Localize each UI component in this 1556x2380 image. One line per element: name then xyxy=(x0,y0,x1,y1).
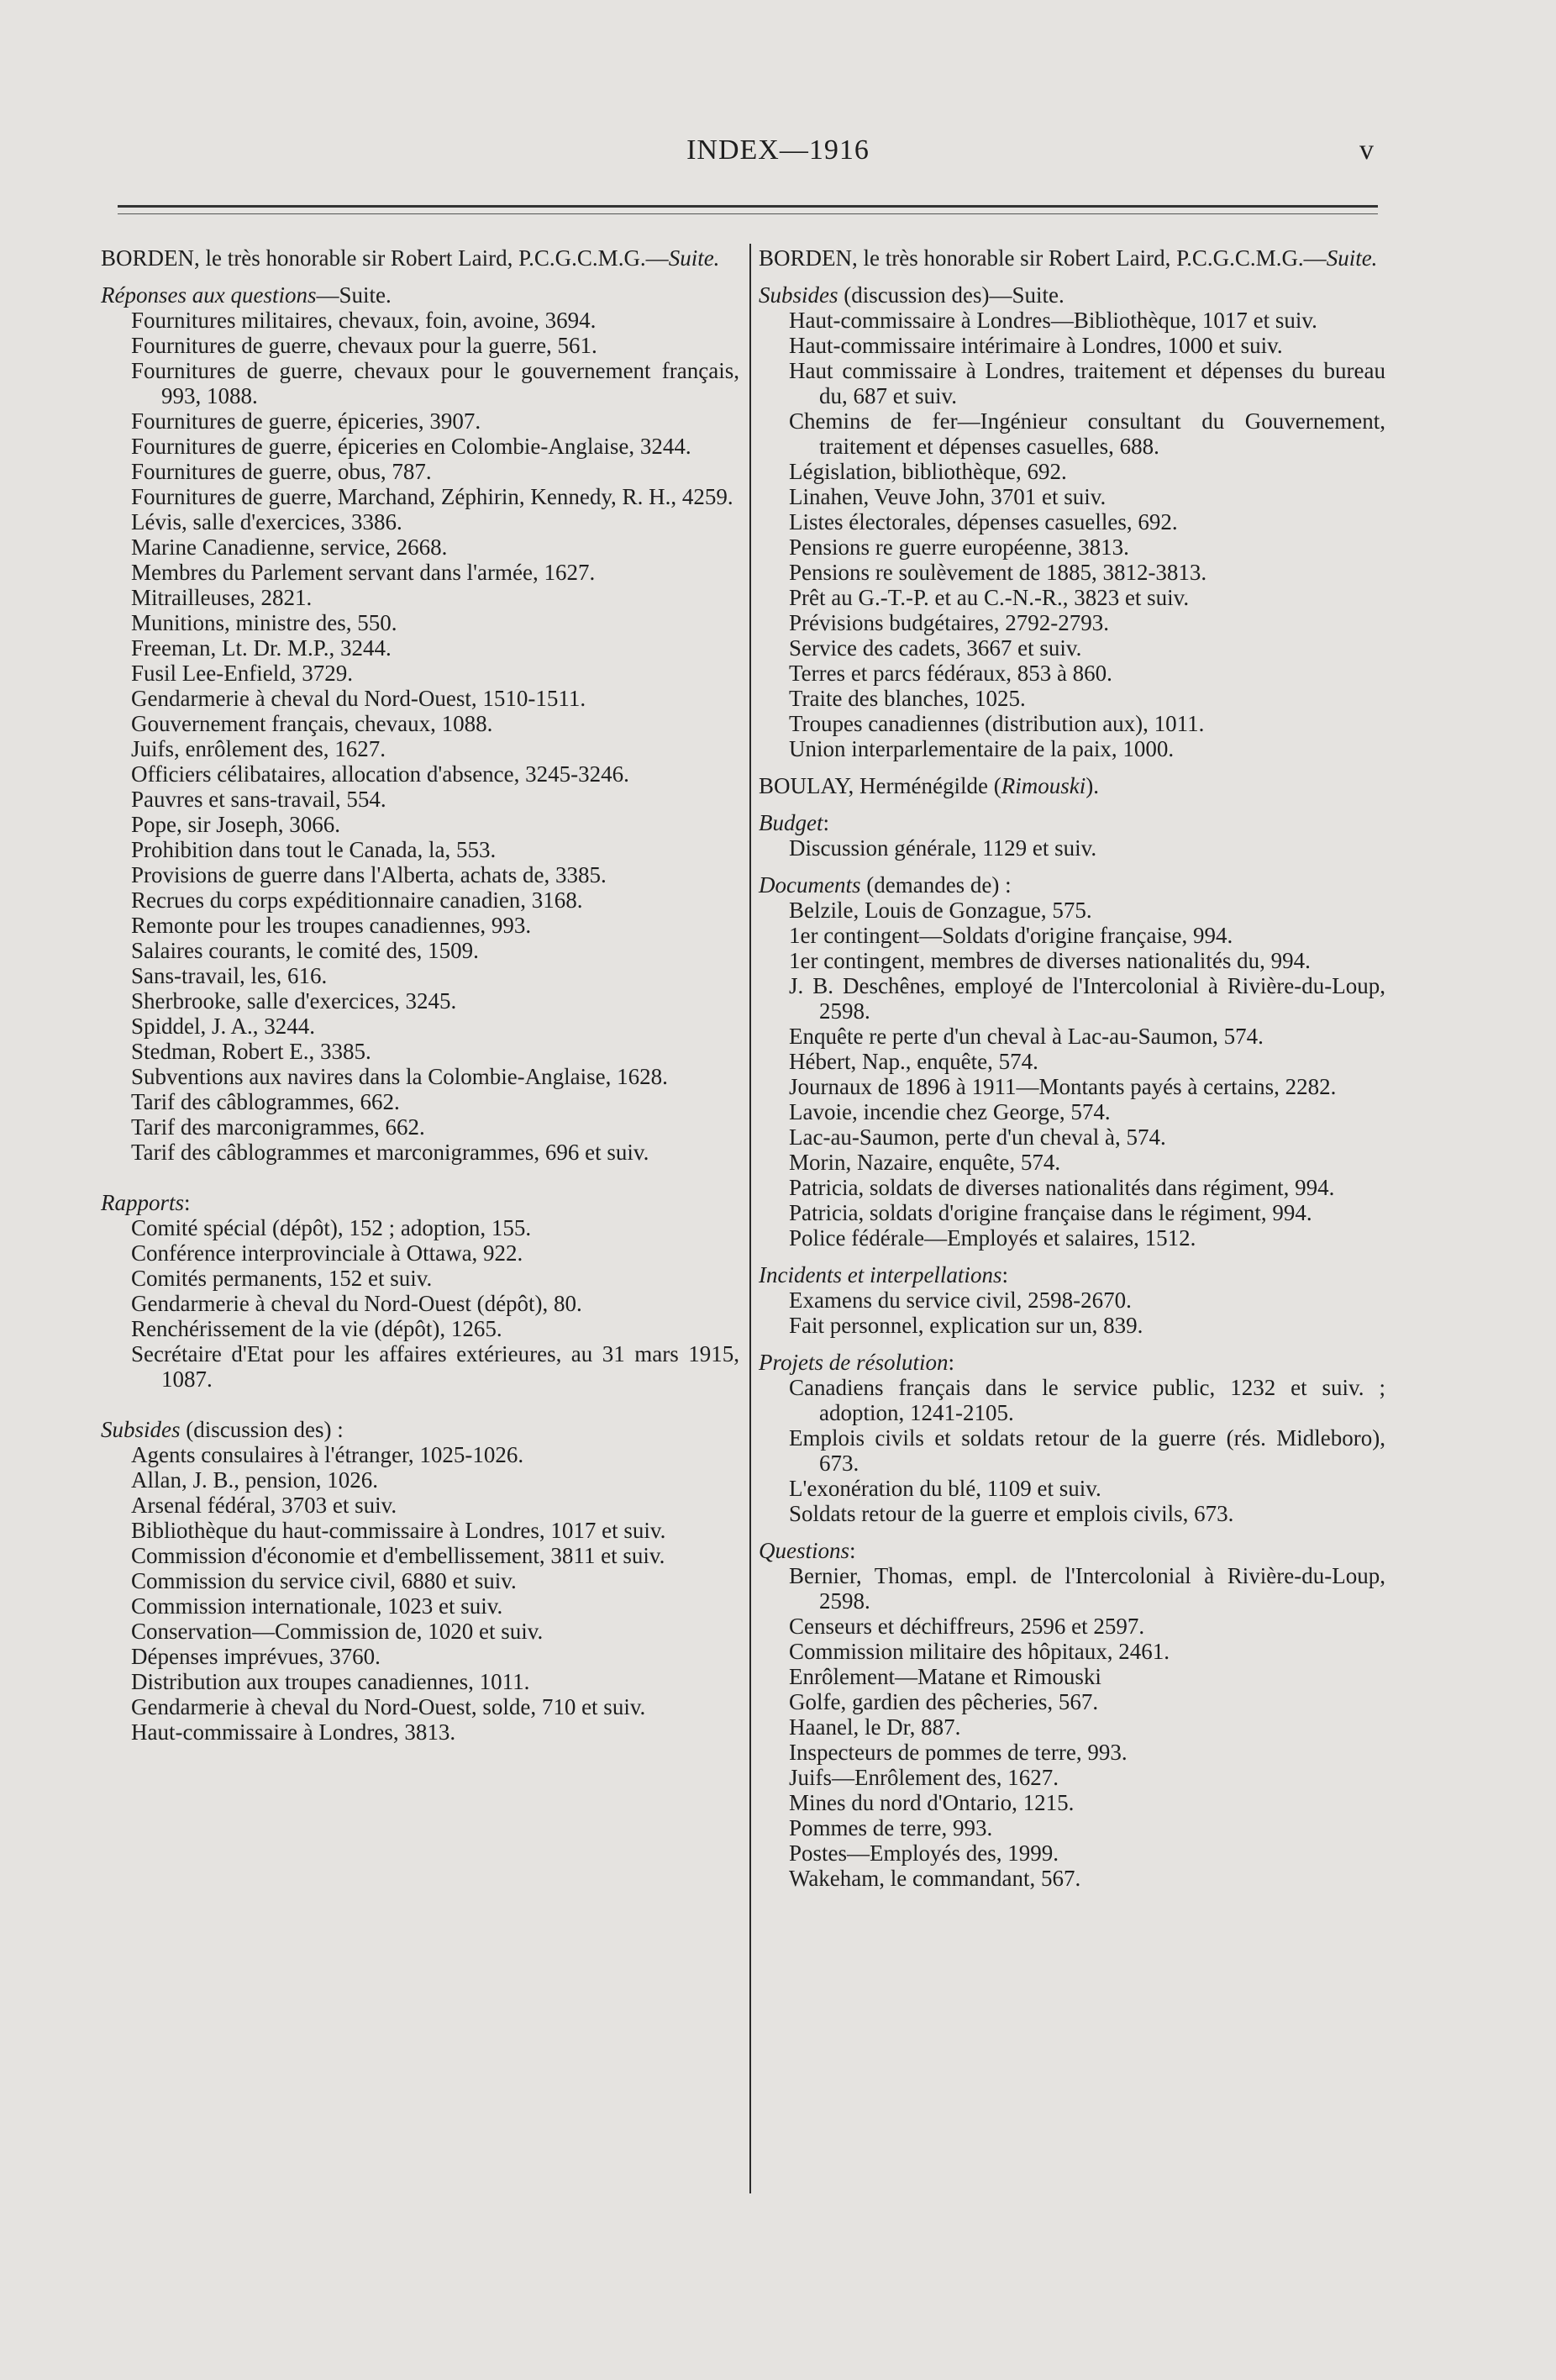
index-item: Journaux de 1896 à 1911—Montants payés à certains, 2282. xyxy=(789,1074,1337,1099)
index-item: Pensions re soulèvement de 1885, 3812-3813. xyxy=(789,560,1207,585)
index-item: Service des cadets, 3667 et suiv. xyxy=(789,635,1082,661)
index-item: J. B. Deschênes, employé de l'Intercolonial à Rivière-du-Loup, 2598. xyxy=(789,973,1385,1024)
index-item: Sans-travail, les, 616. xyxy=(131,963,328,988)
index-item: Lac-au-Saumon, perte d'un cheval à, 574. xyxy=(789,1124,1166,1150)
section-title: Documents xyxy=(759,872,861,898)
index-item: Prévisions budgétaires, 2792-2793. xyxy=(789,610,1109,635)
section-heading xyxy=(759,1538,1385,1563)
index-item: Canadiens français dans le service public, 1232 et suiv. ; adoption, 1241-2105. xyxy=(789,1375,1385,1425)
section-heading xyxy=(759,1350,1385,1375)
entry-name: BOULAY, Herménégilde ( xyxy=(759,773,1001,798)
index-item: Morin, Nazaire, enquête, 574. xyxy=(789,1150,1061,1175)
section-heading xyxy=(759,872,1385,898)
index-item: Chemins de fer—Ingénieur consultant du Gouvernement, traitement et dépenses casuelles, 688. xyxy=(789,408,1385,459)
section-suffix: (discussion des) : xyxy=(180,1417,344,1442)
index-item: Sherbrooke, salle d'exercices, 3245. xyxy=(131,988,457,1014)
index-item: Terres et parcs fédéraux, 853 à 860. xyxy=(789,661,1112,686)
entry-title: P.C.G.C.M.G.— xyxy=(1176,245,1327,271)
section-title: Rapports xyxy=(101,1190,185,1215)
index-item: L'exonération du blé, 1109 et suiv. xyxy=(789,1476,1101,1501)
index-item: Allan, J. B., pension, 1026. xyxy=(131,1467,378,1493)
index-item: Fournitures de guerre, chevaux pour la guerre, 561. xyxy=(131,333,597,358)
index-item: Wakeham, le commandant, 567. xyxy=(789,1866,1081,1891)
entry-heading xyxy=(101,245,739,271)
section-suffix: (discussion des)—Suite. xyxy=(838,282,1064,308)
right-column xyxy=(759,245,1385,1891)
index-item: Postes—Employés des, 1999. xyxy=(789,1840,1059,1866)
section-suffix: : xyxy=(184,1190,191,1215)
section-heading xyxy=(759,1262,1385,1287)
index-item: Juifs, enrôlement des, 1627. xyxy=(131,736,386,761)
index-item: Pensions re guerre européenne, 3813. xyxy=(789,534,1129,560)
left-column xyxy=(101,245,739,1745)
section-suffix: : xyxy=(1001,1262,1008,1287)
index-item: Belzile, Louis de Gonzague, 575. xyxy=(789,898,1092,923)
index-item: Juifs—Enrôlement des, 1627. xyxy=(789,1765,1059,1790)
entry-name: BORDEN, le très honorable sir Robert Laird, xyxy=(101,245,513,271)
index-item: Haut commissaire à Londres, traitement et dépenses du bureau du, 687 et suiv. xyxy=(789,358,1385,408)
index-item: Gendarmerie à cheval du Nord-Ouest, 1510-1511. xyxy=(131,686,586,711)
index-item: Salaires courants, le comité des, 1509. xyxy=(131,938,479,963)
section-items xyxy=(101,1442,739,1745)
left-sections xyxy=(101,282,739,1745)
page-header-title: INDEX—1916 xyxy=(686,134,870,166)
index-item: Fait personnel, explication sur un, 839. xyxy=(789,1313,1143,1338)
index-item: Spiddel, J. A., 3244. xyxy=(131,1014,316,1039)
index-item: Haut-commissaire à Londres, 3813. xyxy=(131,1719,456,1745)
entry-heading-boulay xyxy=(759,773,1385,798)
section-title: Subsides xyxy=(101,1417,181,1442)
index-item: Remonte pour les troupes canadiennes, 993. xyxy=(131,913,532,938)
header-rule xyxy=(118,205,1378,208)
section-items xyxy=(759,1287,1385,1338)
section-title: Subsides xyxy=(759,282,838,308)
index-item: Inspecteurs de pommes de terre, 993. xyxy=(789,1740,1128,1765)
index-item: Haut-commissaire intérimaire à Londres, 1000 et suiv. xyxy=(789,333,1283,358)
entry-riding: Rimouski xyxy=(1001,773,1086,798)
index-item: Mitrailleuses, 2821. xyxy=(131,585,313,610)
index-item: Patricia, soldats de diverses nationalités dans régiment, 994. xyxy=(789,1175,1335,1200)
section-title: Réponses aux questions xyxy=(101,282,317,308)
index-item: Patricia, soldats d'origine française dans le régiment, 994. xyxy=(789,1200,1312,1225)
section-suffix: (demandes de) : xyxy=(860,872,1012,898)
index-item: Lévis, salle d'exercices, 3386. xyxy=(131,509,402,534)
index-item: Discussion générale, 1129 et suiv. xyxy=(789,835,1097,861)
entry-name: BORDEN, le très honorable sir Robert Laird, xyxy=(759,245,1171,271)
section-title: Budget xyxy=(759,810,823,835)
index-item: Commission militaire des hôpitaux, 2461. xyxy=(789,1639,1170,1664)
index-item: Conférence interprovinciale à Ottawa, 922. xyxy=(131,1240,523,1266)
right-sections-boulay xyxy=(759,810,1385,1891)
index-item: Provisions de guerre dans l'Alberta, achats de, 3385. xyxy=(131,862,607,887)
section-title: Incidents et interpellations xyxy=(759,1262,1002,1287)
index-item: Freeman, Lt. Dr. M.P., 3244. xyxy=(131,635,392,661)
index-item: Tarif des câblogrammes, 662. xyxy=(131,1089,400,1114)
index-item: Tarif des câblogrammes et marconigrammes, 696 et suiv. xyxy=(131,1140,649,1165)
index-item: Membres du Parlement servant dans l'armée, 1627. xyxy=(131,560,596,585)
index-item: Emplois civils et soldats retour de la guerre (rés. Midleboro), 673. xyxy=(789,1425,1385,1476)
index-item: Arsenal fédéral, 3703 et suiv. xyxy=(131,1493,397,1518)
entry-heading xyxy=(759,245,1385,271)
section-suffix: —Suite. xyxy=(316,282,392,308)
index-item: Enquête re perte d'un cheval à Lac-au-Saumon, 574. xyxy=(789,1024,1264,1049)
index-item: Pommes de terre, 993. xyxy=(789,1815,993,1840)
index-item: Bibliothèque du haut-commissaire à Londres, 1017 et suiv. xyxy=(131,1518,666,1543)
section-title: Questions xyxy=(759,1538,849,1563)
entry-suite: Suite. xyxy=(668,245,720,271)
section-heading xyxy=(759,282,1385,308)
section-heading xyxy=(101,1417,739,1442)
section-heading xyxy=(759,810,1385,835)
index-item: Subventions aux navires dans la Colombie-Anglaise, 1628. xyxy=(131,1064,668,1089)
section-suffix: : xyxy=(948,1350,954,1375)
index-item: Fournitures de guerre, obus, 787. xyxy=(131,459,432,484)
index-item: Soldats retour de la guerre et emplois civils, 673. xyxy=(789,1501,1234,1526)
index-item: Comités permanents, 152 et suiv. xyxy=(131,1266,433,1291)
index-item: Fournitures de guerre, Marchand, Zéphirin, Kennedy, R. H., 4259. xyxy=(131,484,733,509)
index-item: Police fédérale—Employés et salaires, 1512. xyxy=(789,1225,1196,1251)
index-item: Dépenses imprévues, 3760. xyxy=(131,1644,381,1669)
right-sections xyxy=(759,282,1385,761)
index-item: Pope, sir Joseph, 3066. xyxy=(131,812,340,837)
section-items xyxy=(759,835,1385,861)
index-item: Censeurs et déchiffreurs, 2596 et 2597. xyxy=(789,1614,1145,1639)
index-item: 1er contingent, membres de diverses nationalités du, 994. xyxy=(789,948,1311,973)
index-item: Munitions, ministre des, 550. xyxy=(131,610,397,635)
index-item: Enrôlement—Matane et Rimouski xyxy=(789,1664,1101,1689)
index-item: Marine Canadienne, service, 2668. xyxy=(131,534,448,560)
index-item: Fournitures militaires, chevaux, foin, avoine, 3694. xyxy=(131,308,597,333)
index-item: Législation, bibliothèque, 692. xyxy=(789,459,1067,484)
index-item: Pauvres et sans-travail, 554. xyxy=(131,787,386,812)
index-item: Linahen, Veuve John, 3701 et suiv. xyxy=(789,484,1107,509)
entry-title: P.C.G.C.M.G.— xyxy=(518,245,669,271)
index-item: Recrues du corps expéditionnaire canadien, 3168. xyxy=(131,887,583,913)
section-items xyxy=(101,1215,739,1392)
index-item: Secrétaire d'Etat pour les affaires extérieures, au 31 mars 1915, 1087. xyxy=(131,1341,739,1392)
section-items xyxy=(759,1375,1385,1526)
section-items xyxy=(759,898,1385,1251)
index-item: 1er contingent—Soldats d'origine française, 994. xyxy=(789,923,1233,948)
index-item: Commission internationale, 1023 et suiv. xyxy=(131,1593,503,1619)
index-item: Traite des blanches, 1025. xyxy=(789,686,1026,711)
index-item: Tarif des marconigrammes, 662. xyxy=(131,1114,425,1140)
index-item: Gendarmerie à cheval du Nord-Ouest (dépôt), 80. xyxy=(131,1291,582,1316)
index-item: Comité spécial (dépôt), 152 ; adoption, 155. xyxy=(131,1215,532,1240)
index-item: Lavoie, incendie chez George, 574. xyxy=(789,1099,1111,1124)
index-item: Hébert, Nap., enquête, 574. xyxy=(789,1049,1038,1074)
section-heading xyxy=(101,1190,739,1215)
index-item: Fournitures de guerre, épiceries en Colombie-Anglaise, 3244. xyxy=(131,434,691,459)
index-item: Conservation—Commission de, 1020 et suiv. xyxy=(131,1619,544,1644)
index-item: Gendarmerie à cheval du Nord-Ouest, solde, 710 et suiv. xyxy=(131,1694,646,1719)
index-item: Gouvernement français, chevaux, 1088. xyxy=(131,711,493,736)
index-item: Agents consulaires à l'étranger, 1025-1026. xyxy=(131,1442,524,1467)
index-item: Union interparlementaire de la paix, 1000. xyxy=(789,736,1175,761)
index-item: Haut-commissaire à Londres—Bibliothèque, 1017 et suiv. xyxy=(789,308,1317,333)
index-item: Distribution aux troupes canadiennes, 1011. xyxy=(131,1669,530,1694)
entry-suite: Suite. xyxy=(1326,245,1378,271)
index-item: Listes électorales, dépenses casuelles, 692. xyxy=(789,509,1178,534)
index-item: Prohibition dans tout le Canada, la, 553. xyxy=(131,837,497,862)
section-items xyxy=(759,308,1385,761)
index-item: Commission d'économie et d'embellissement, 3811 et suiv. xyxy=(131,1543,665,1568)
index-item: Golfe, gardien des pêcheries, 567. xyxy=(789,1689,1099,1714)
entry-close: ). xyxy=(1086,773,1099,798)
column-divider xyxy=(749,244,751,2193)
section-suffix: : xyxy=(849,1538,856,1563)
index-item: Fournitures de guerre, chevaux pour le gouvernement français, 993, 1088. xyxy=(131,358,739,408)
section-suffix: : xyxy=(823,810,829,835)
index-item: Fournitures de guerre, épiceries, 3907. xyxy=(131,408,481,434)
page-number: v xyxy=(1359,134,1374,166)
index-item: Fusil Lee-Enfield, 3729. xyxy=(131,661,353,686)
section-title: Projets de résolution xyxy=(759,1350,949,1375)
index-item: Haanel, le Dr, 887. xyxy=(789,1714,961,1740)
index-item: Commission du service civil, 6880 et suiv. xyxy=(131,1568,517,1593)
section-heading xyxy=(101,282,739,308)
index-item: Mines du nord d'Ontario, 1215. xyxy=(789,1790,1075,1815)
index-item: Officiers célibataires, allocation d'absence, 3245-3246. xyxy=(131,761,629,787)
section-items xyxy=(101,308,739,1165)
section-items xyxy=(759,1563,1385,1891)
header-rule-thin xyxy=(118,213,1378,214)
index-item: Prêt au G.-T.-P. et au C.-N.-R., 3823 et suiv. xyxy=(789,585,1190,610)
index-item: Stedman, Robert E., 3385. xyxy=(131,1039,371,1064)
index-item: Troupes canadiennes (distribution aux), 1011. xyxy=(789,711,1205,736)
index-item: Renchérissement de la vie (dépôt), 1265. xyxy=(131,1316,502,1341)
index-item: Examens du service civil, 2598-2670. xyxy=(789,1287,1132,1313)
index-item: Bernier, Thomas, empl. de l'Intercolonial à Rivière-du-Loup, 2598. xyxy=(789,1563,1385,1614)
